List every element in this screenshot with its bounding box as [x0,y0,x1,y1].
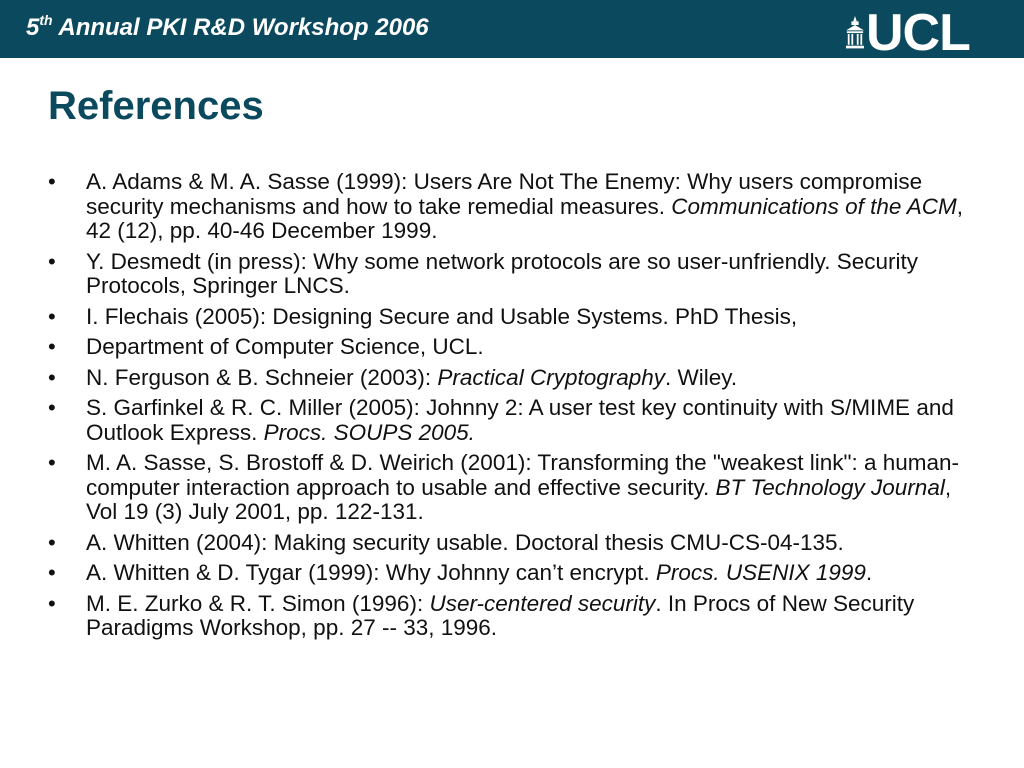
list-item [48,335,978,360]
reference-text: M. A. Sasse, S. Brostoff & D. Weirich (2001): Transforming the "weakest link": a human-computer interaction approach to usable and effective security. [86,450,959,500]
reference-italic: User-centered security [429,590,656,616]
reference-text: . Wiley. [665,364,738,390]
list-item [48,250,978,299]
reference-text: I. Flechais (2005): Designing Secure and Usable Systems. PhD Thesis, [86,303,798,329]
ucl-portico-icon [846,16,864,52]
reference-text: . In Procs of New Security Paradigms Workshop, pp. 27 -- 33, 1996. [86,590,915,640]
reference-text: A. Whitten (2004): Making security usable. Doctoral thesis CMU-CS-04-135. [86,529,844,555]
reference-text: M. E. Zurko & R. T. Simon (1996): [86,590,430,616]
list-item [48,396,978,445]
reference-italic: BT Technology Journal [715,474,945,500]
ucl-logo-text: UCL [866,4,970,62]
list-item [48,305,978,330]
list-item [48,170,978,244]
reference-text: Department of Computer Science, UCL. [86,334,484,359]
reference-text: A. Whitten & D. Tygar (1999): Why Johnny can’t encrypt. [86,560,656,585]
list-item [48,561,978,586]
references-list [48,170,978,647]
title-ordinal-suffix: th [39,12,53,28]
list-item [48,531,978,556]
workshop-title [26,12,429,42]
page-title: References [48,84,264,128]
reference-text: , Vol 19 (3) July 2001, pp. 122-131. [86,474,952,524]
reference-text: Y. Desmedt (in press): Why some network protocols are so user-unfriendly. Security Protocols, Springer LNCS. [86,248,918,298]
reference-text: N. Ferguson & B. Schneier (2003): [86,364,438,390]
list-item [48,451,978,525]
reference-text: A. Adams & M. A. Sasse (1999): Users Are Not The Enemy: Why users compromise security mechanisms and how to take remedial measures. [86,169,923,219]
reference-italic: Communications of the ACM [671,193,957,219]
reference-text: . [865,560,873,585]
header-banner [0,0,1024,62]
reference-italic: Procs. USENIX 1999 [655,560,866,585]
reference-italic: Practical Cryptography [437,364,666,390]
list-item [48,592,978,641]
title-number: 5 [26,14,40,41]
title-text: Annual PKI R&D Workshop 2006 [52,14,429,41]
reference-text: S. Garfinkel & R. C. Miller (2005): Johnny 2: A user test key continuity with S/MIME and Outlook Express. [86,395,954,445]
reference-text: , 42 (12), pp. 40-46 December 1999. [86,193,964,243]
list-item [48,366,978,391]
reference-italic: Procs. SOUPS 2005. [263,419,475,445]
